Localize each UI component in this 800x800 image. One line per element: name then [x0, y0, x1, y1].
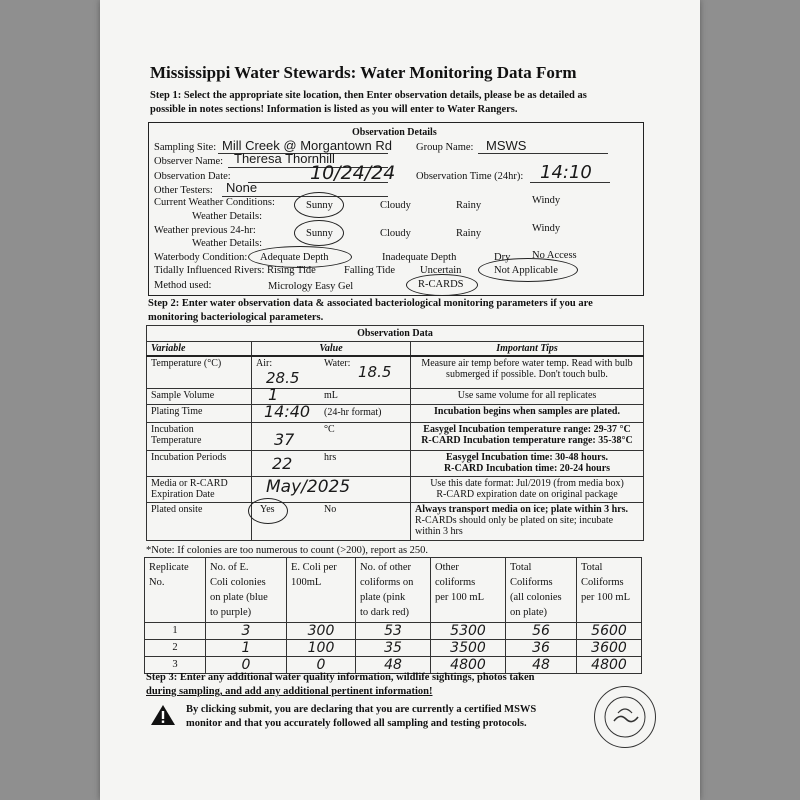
waterbody-no-access[interactable]: No Access [532, 250, 577, 261]
plating-time-unit: (24-hr format) [324, 406, 382, 418]
other-coliforms-per-100ml-value[interactable]: 3500 [431, 640, 506, 657]
page-title: Mississippi Water Stewards: Water Monitoring Data Form [150, 63, 577, 82]
observer-name-label: Observer Name: [154, 156, 224, 167]
previous-weather-windy[interactable]: Windy [532, 223, 561, 234]
observation-time-value[interactable]: 14:10 [540, 162, 592, 183]
header-text: (all colonies [510, 592, 562, 603]
previous-weather-details-label: Weather Details: [192, 238, 262, 249]
expiration-date-tip-1: Use this date format: Jul/2019 (from media box) [430, 477, 624, 489]
incubation-periods-tip-1: Easygel Incubation time: 30-48 hours. [446, 451, 608, 463]
incubation-temperature-value[interactable]: 37 [274, 429, 295, 449]
plated-onsite-label: Plated onsite [147, 502, 252, 540]
plated-onsite-tip-3: within 3 hrs [415, 525, 463, 537]
header-text: No. of E. [210, 562, 249, 573]
other-coliforms-per-100ml-value[interactable]: 5300 [431, 623, 506, 640]
waterbody-adequate-depth[interactable]: Adequate Depth [260, 252, 329, 263]
header-total-coliforms-per-100ml [577, 558, 642, 623]
table-row [145, 623, 642, 640]
expiration-date-label [147, 476, 252, 502]
step1-instructions-2: possible in notes sections! Information is listed as you will enter to Water Rangers. [150, 104, 518, 115]
other-coliforms-per-100ml-value[interactable]: 4800 [431, 657, 506, 674]
current-weather-windy[interactable]: Windy [532, 195, 561, 206]
step3-instructions: Step 3: Enter any additional water quality information, wildlife sightings, photos taken [146, 672, 535, 683]
other-coliforms-value[interactable]: 35 [356, 640, 431, 657]
current-weather-details-label: Weather Details: [192, 211, 262, 222]
incubation-temperature-tip-2: R-CARD Incubation temperature range: 35-38°C [421, 434, 633, 446]
other-testers-label: Other Testers: [154, 185, 213, 196]
mississippi-water-stewards-logo [594, 686, 656, 748]
incubation-periods-label: Incubation Periods [147, 450, 252, 476]
expiration-date-label-1: Media or R-CARD [151, 477, 228, 489]
total-coliforms-per-100ml-value[interactable]: 5600 [577, 623, 642, 640]
waterbody-dry[interactable]: Dry [494, 252, 511, 263]
sampling-site-value[interactable]: Mill Creek @ Morgantown Rd [222, 138, 392, 153]
ecoli-colonies-value[interactable]: 3 [206, 623, 287, 640]
method-r-cards[interactable]: R-CARDS [418, 279, 464, 290]
header-text: Total [510, 562, 532, 573]
previous-weather-sunny[interactable]: Sunny [306, 228, 333, 239]
plated-onsite-no[interactable]: No [324, 503, 337, 515]
expiration-date-value[interactable]: May/2025 [266, 476, 351, 497]
incubation-temperature-tip-1: Easygel Incubation temperature range: 29-37 °C [423, 423, 631, 435]
observation-time-label: Observation Time (24hr): [416, 171, 524, 182]
ecoli-per-100ml-value[interactable]: 100 [287, 640, 356, 657]
sample-volume-value[interactable]: 1 [268, 384, 279, 404]
group-name-value[interactable]: MSWS [486, 138, 527, 153]
header-text: Total [581, 562, 603, 573]
total-coliforms-per-100ml-value[interactable]: 3600 [577, 640, 642, 657]
step2-instructions-2: monitoring bacteriological parameters. [148, 312, 324, 323]
header-text: to dark red) [360, 607, 409, 618]
incubation-temperature-unit: °C [324, 423, 335, 435]
ecoli-per-100ml-value[interactable]: 0 [287, 657, 356, 674]
incubation-temperature-label-1: Incubation [151, 423, 194, 435]
incubation-periods-tip [411, 450, 644, 476]
plating-time-value[interactable]: 14:40 [264, 401, 311, 421]
header-text: per 100 mL [435, 592, 484, 603]
header-text: Other [435, 562, 459, 573]
observation-details-header: Observation Details [352, 127, 437, 138]
header-text: per 100 mL [581, 592, 630, 603]
header-text: plate (pink [360, 592, 406, 603]
method-selected-oval [406, 274, 478, 296]
plating-time-label: Plating Time [147, 404, 252, 422]
observation-date-label: Observation Date: [154, 171, 231, 182]
replicate-number: 3 [145, 657, 206, 674]
previous-weather-label: Weather previous 24-hr: [154, 225, 256, 236]
current-weather-cloudy[interactable]: Cloudy [380, 200, 411, 211]
tidal-uncertain[interactable]: Uncertain [420, 265, 462, 276]
plated-onsite-yes[interactable]: Yes [260, 503, 275, 515]
previous-weather-cloudy[interactable]: Cloudy [380, 228, 411, 239]
waterbody-condition-label: Waterbody Condition: [154, 252, 248, 263]
temperature-tip-1: Measure air temp before water temp. Read with bulb [421, 358, 633, 369]
tidal-not-applicable[interactable]: Not Applicable [494, 265, 558, 276]
plated-onsite-tip [411, 502, 644, 540]
observation-data-header: Observation Data [147, 326, 644, 342]
observation-date-value[interactable]: 10/24/24 [310, 162, 396, 184]
plating-time-cell [252, 401, 411, 422]
expiration-date-label-2: Expiration Date [151, 488, 215, 500]
air-temp-value[interactable]: 28.5 [266, 369, 300, 387]
step1-instructions: Step 1: Select the appropriate site location, then Enter observation details, please be as detailed as [150, 90, 587, 101]
header-text: Coliforms [581, 577, 624, 588]
table-row [145, 657, 642, 674]
air-label: Air: [256, 358, 273, 369]
col-variable: Variable [147, 342, 252, 357]
header-ecoli-per-100ml [287, 558, 356, 623]
col-value: Value [252, 342, 411, 357]
current-weather-label: Current Weather Conditions: [154, 197, 275, 208]
method-micrology-easy-gel[interactable]: Micrology Easy Gel [268, 281, 354, 292]
header-text: coliforms [435, 577, 476, 588]
observer-name-value[interactable]: Theresa Thornhill [234, 151, 335, 166]
header-text: Replicate [149, 562, 189, 573]
method-label: Method used: [154, 280, 212, 291]
replicate-table [144, 557, 642, 674]
header-ecoli-colonies [206, 558, 287, 623]
incubation-periods-tip-2: R-CARD Incubation time: 20-24 hours [443, 462, 611, 474]
replicate-number: 2 [145, 640, 206, 657]
header-text: 100mL [291, 577, 322, 588]
waterbody-inadequate-depth[interactable]: Inadequate Depth [382, 252, 457, 263]
plating-time-tip: Incubation begins when samples are plated. [411, 404, 644, 422]
step3-instructions-2: during sampling, and add any additional pertinent information! [146, 686, 433, 697]
previous-weather-rainy[interactable]: Rainy [456, 228, 482, 239]
header-text: on plate) [510, 607, 548, 618]
tidal-falling-tide[interactable]: Falling Tide [344, 265, 396, 276]
plated-onsite-cell [252, 502, 411, 540]
header-text: coliforms on [360, 577, 414, 588]
other-testers-value[interactable]: None [226, 180, 258, 195]
ecoli-colonies-value[interactable]: 1 [206, 640, 287, 657]
header-text: on plate (blue [210, 592, 268, 603]
header-total-coliforms [506, 558, 577, 623]
temperature-value-cell [252, 356, 411, 388]
col-important-tips: Important Tips [411, 342, 644, 357]
certification-warning-2: monitor and that you accurately followed all sampling and testing protocols. [186, 718, 527, 729]
incubation-temperature-cell [252, 422, 411, 450]
expiration-date-tip-2: R-CARD expiration date on original package [436, 488, 618, 500]
current-weather-selected-oval [294, 192, 344, 218]
total-coliforms-per-100ml-value[interactable]: 4800 [577, 657, 642, 674]
step2-instructions: Step 2: Enter water observation data & associated bacteriological monitoring parameters if you are [148, 298, 593, 309]
current-weather-rainy[interactable]: Rainy [456, 200, 482, 211]
other-coliforms-value[interactable]: 48 [356, 657, 431, 674]
header-other-coliforms [356, 558, 431, 623]
plated-onsite-selected-oval [248, 498, 288, 524]
tidal-selected-oval [478, 258, 578, 282]
header-text: to purple) [210, 607, 252, 618]
table-row [145, 640, 642, 657]
temperature-tip-2: submerged if possible. Don't touch bulb. [446, 369, 608, 380]
form-sheet [100, 0, 700, 800]
group-name-line [478, 153, 608, 154]
incubation-temperature-label-2: Temperature [151, 434, 202, 446]
header-text: No. of other [360, 562, 412, 573]
tidal-rivers-label: Tidally Influenced Rivers: Rising Tide [154, 265, 316, 276]
replicate-number: 1 [145, 623, 206, 640]
temperature-label: Temperature (°C) [147, 356, 252, 388]
sampling-site-label: Sampling Site: [154, 142, 217, 153]
expiration-date-tip [411, 476, 644, 502]
ecoli-colonies-value[interactable]: 0 [206, 657, 287, 674]
observation-data-table [146, 325, 644, 541]
incubation-periods-unit: hrs [324, 451, 337, 463]
group-name-label: Group Name: [416, 142, 474, 153]
sample-volume-label: Sample Volume [147, 388, 252, 404]
sample-volume-unit: mL [324, 389, 338, 401]
header-text: Coli colonies [210, 577, 266, 588]
water-temp-value[interactable]: 18.5 [358, 363, 392, 381]
temperature-tip [411, 356, 644, 388]
header-replicate [145, 558, 206, 623]
plated-onsite-tip-2: R-CARDs should only be plated on site; incubate [415, 514, 614, 526]
water-label: Water: [324, 358, 351, 369]
incubation-periods-value[interactable]: 22 [272, 453, 293, 473]
header-other-coliforms-per-100ml [431, 558, 506, 623]
colonies-note: *Note: If colonies are too numerous to count (>200), report as 250. [146, 545, 429, 556]
total-coliforms-value[interactable]: 56 [506, 623, 577, 640]
previous-weather-selected-oval [294, 220, 344, 246]
header-text: E. Coli per [291, 562, 337, 573]
sample-volume-tip: Use same volume for all replicates [411, 388, 644, 404]
other-coliforms-value[interactable]: 53 [356, 623, 431, 640]
warning-icon [150, 704, 176, 726]
incubation-temperature-tip [411, 422, 644, 450]
ecoli-per-100ml-value[interactable]: 300 [287, 623, 356, 640]
incubation-periods-cell [252, 450, 411, 476]
current-weather-sunny[interactable]: Sunny [306, 200, 333, 211]
incubation-temperature-label [147, 422, 252, 450]
plated-onsite-tip-1: Always transport media on ice; plate within 3 hrs. [415, 503, 629, 515]
total-coliforms-value[interactable]: 48 [506, 657, 577, 674]
header-text: Coliforms [510, 577, 553, 588]
certification-warning: By clicking submit, you are declaring that you are currently a certified MSWS [186, 704, 537, 715]
total-coliforms-value[interactable]: 36 [506, 640, 577, 657]
header-text: No. [149, 577, 165, 588]
